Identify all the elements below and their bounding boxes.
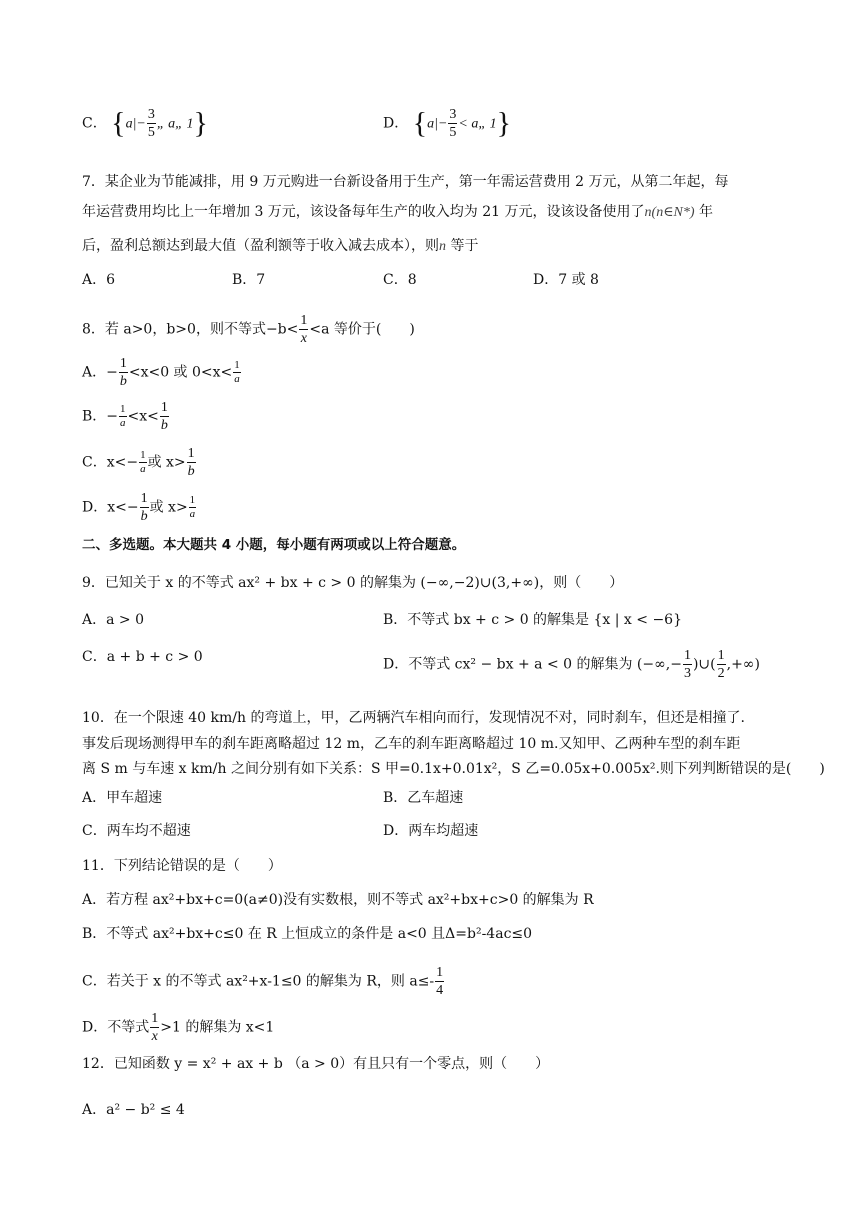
q10-line3: 离 S m 与车速 x km/h 之间分别有如下关系：S 甲=0.1x+0.01x²，S 乙=0.05x+0.005x².则下列判断错误的是( ) <box>82 761 825 777</box>
q10-line2: 事发后现场测得甲车的刹车距离略超过 12 m，乙车的刹车距离略超过 10 m.又知甲、乙两种车型的刹车距 <box>82 736 741 752</box>
q12-option-a: A．a² − b² ≤ 4 <box>82 1102 185 1118</box>
q11-option-b: B．不等式 ax²+bx+c≤0 在 R 上恒成立的条件是 a<0 且Δ=b²-4ac≤0 <box>82 926 533 942</box>
q9-option-a: A．a > 0 <box>82 612 144 628</box>
q8-option-b: B．− $\frac{1}{a}$ <x< $\frac{1}{b}$ <box>82 400 168 433</box>
section-heading: 二、多选题。本大题共 4 小题，每小题有两项或以上符合题意。 <box>82 537 466 553</box>
q7-line3: 后，盈利总额达到最大值（盈利额等于收入减去成本），则n 等于 <box>82 238 479 254</box>
q7-line1: 7．某企业为节能减排，用 9 万元购进一台新设备用于生产，第一年需运营费用 2 万元，从第二年起，每 <box>82 174 729 190</box>
q9-option-b: B．不等式 bx + c > 0 的解集是 {x | x < −6} <box>383 612 682 628</box>
q9-option-d: D．不等式 cx² − bx + a < 0 的解集为 (−∞,− $\frac{1}{3}$ )∪( $\frac{1}{2}$ ,+∞) <box>383 648 760 681</box>
q8-option-a: A．− $\frac{1}{b}$ <x<0 或 0<x< $\frac{1}{a}$ <box>82 356 240 389</box>
q9-option-c: C．a + b + c > 0 <box>82 649 203 665</box>
q6-option-d: D． {a|− $\frac{3}{5}$ < a„ 1} <box>383 106 512 140</box>
q11-stem: 11．下列结论错误的是（ ） <box>82 858 282 874</box>
q8-option-d: D．x<− $\frac{1}{b}$ 或 x> $\frac{1}{a}$ <box>82 491 196 524</box>
q10-option-a: A．甲车超速 <box>82 790 163 806</box>
q11-option-d: D．不等式 $\frac{1}{x}$ >1 的解集为 x<1 <box>82 1011 275 1044</box>
q11-option-c: C．若关于 x 的不等式 ax²+x-1≤0 的解集为 R，则 a≤- $\frac{1}{4}$ <box>82 965 444 998</box>
q7-option-d: D．7 或 8 <box>533 272 599 288</box>
q6-option-c: C． {a|− $\frac{3}{5}$ „ a„ 1} <box>82 106 208 140</box>
q8-option-c: C．x<− $\frac{1}{a}$ 或 x> $\frac{1}{b}$ <box>82 446 195 479</box>
q12-stem: 12．已知函数 y = x² + ax + b （a > 0）有且只有一个零点，则（ ） <box>82 1056 550 1072</box>
q10-option-b: B．乙车超速 <box>383 790 464 806</box>
q7-option-c: C．8 <box>383 272 417 288</box>
q10-option-c: C．两车均不超速 <box>82 823 191 839</box>
q7-option-a: A．6 <box>82 272 116 288</box>
q10-line1: 10．在一个限速 40 km/h 的弯道上，甲，乙两辆汽车相向而行，发现情况不对，同时刹车，但还是相撞了. <box>82 710 745 726</box>
q11-option-a: A．若方程 ax²+bx+c=0(a≠0)没有实数根，则不等式 ax²+bx+c>0 的解集为 R <box>82 892 594 908</box>
q7-line2: 年运营费用均比上一年增加 3 万元，该设备每年生产的收入均为 21 万元，设该设备使用了n(n∈N*) 年 <box>82 204 714 220</box>
q10-option-d: D．两车均超速 <box>383 823 479 839</box>
q8-stem: 8．若 a>0，b>0，则不等式−b< $\frac{1}{x}$ <a 等价于( ) <box>82 313 415 346</box>
q9-stem: 9．已知关于 x 的不等式 ax² + bx + c > 0 的解集为 (−∞,−2)∪(3,+∞)，则（ ） <box>82 575 624 591</box>
q7-option-b: B．7 <box>232 272 266 288</box>
